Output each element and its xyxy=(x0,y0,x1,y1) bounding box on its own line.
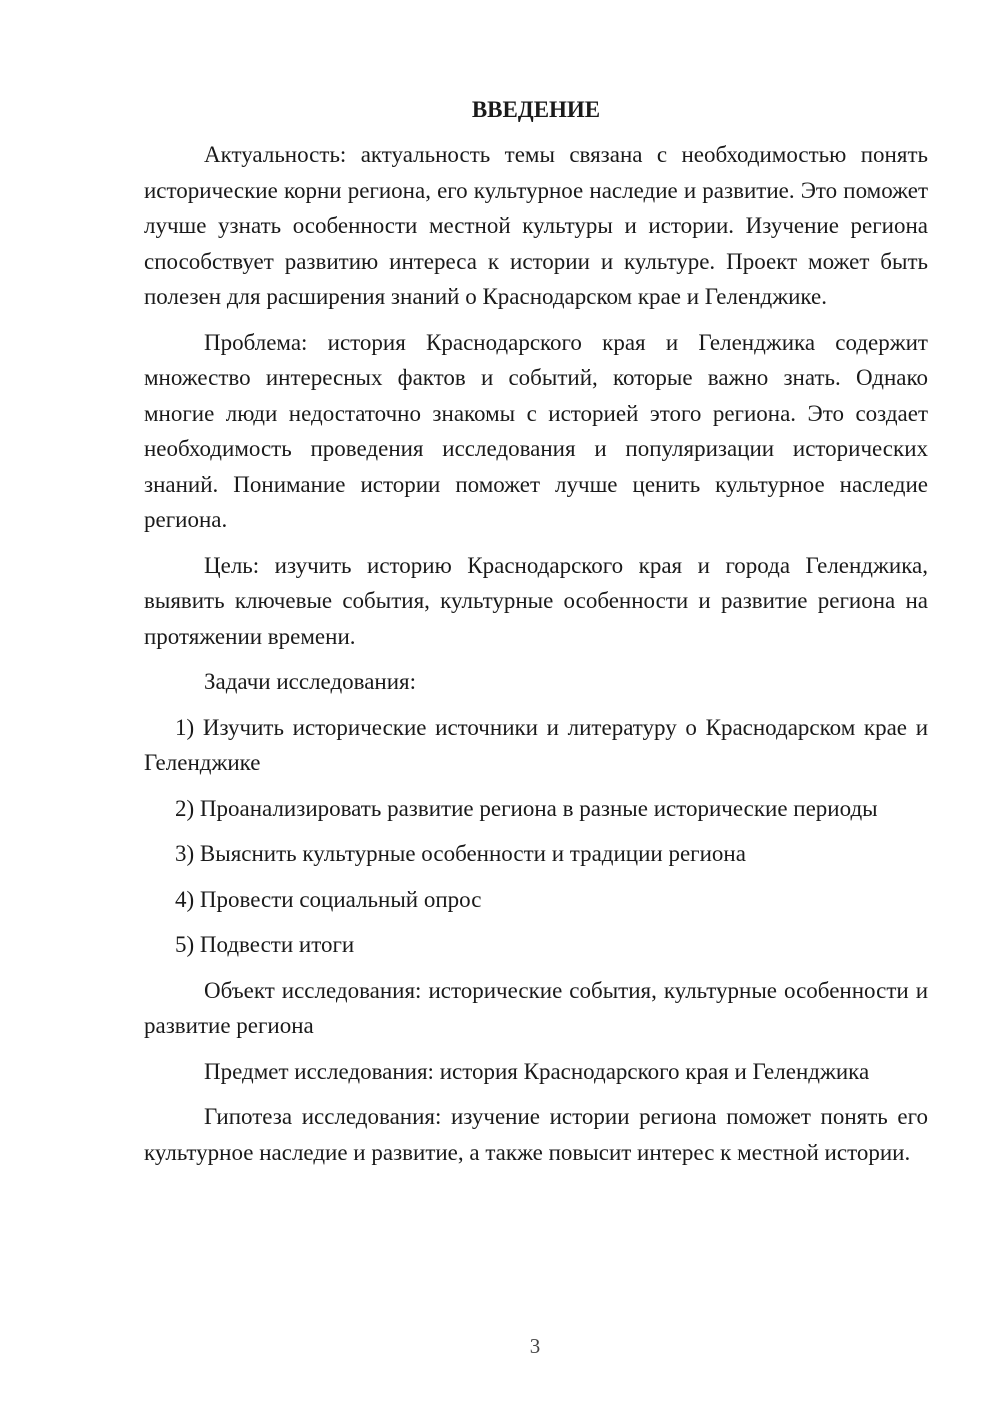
relevance-paragraph: Актуальность: актуальность темы связана с необходимостью понять исторические корни региона, его культурное наследие и развитие. Это поможет лучше узнать особенности местной культуры и истории. Изучение региона способствует развитию интереса к истории и культуре. Проект может быть полезен для расширения знаний о Краснодарском крае и Геленджике. xyxy=(144,142,928,309)
tasks-heading: Задачи исследования: xyxy=(204,669,417,694)
page-number: 3 xyxy=(529,1334,541,1358)
task-item: 4) Провести социальный опрос xyxy=(175,886,482,912)
document-page xyxy=(144,92,928,1180)
page-title: ВВЕДЕНИЕ xyxy=(471,97,601,122)
hypothesis-paragraph: Гипотеза исследования: изучение истории региона поможет понять его культурное наследие и развитие, а также повысит интерес к местной истории. xyxy=(144,1104,928,1165)
task-item: 5) Подвести итоги xyxy=(175,932,355,957)
task-item: 3) Выяснить культурные особенности и традиции региона xyxy=(175,841,746,866)
object-paragraph: Объект исследования: исторические события, культурные особенности и развитие региона xyxy=(144,977,928,1038)
task-item: 1) Изучить исторические источники и литературу о Краснодарском крае и Геленджике xyxy=(144,714,928,775)
problem-paragraph: Проблема: история Краснодарского края и Геленджика содержит множество интересных фактов и событий, которые важно знать. Однако многие люди недостаточно знакомы с историей этого региона. Это создает необходимость проведения исследования и популяризации исторических знаний. Понимание истории поможет лучше ценить культурное наследие региона. xyxy=(144,329,928,532)
task-item: 2) Проанализировать развитие региона в разные исторические периоды xyxy=(175,795,878,821)
subject-paragraph: Предмет исследования: история Краснодарского края и Геленджика xyxy=(204,1058,870,1084)
goal-paragraph: Цель: изучить историю Краснодарского края и города Геленджика, выявить ключевые события, культурные особенности и развитие региона на протяжении времени. xyxy=(144,552,928,649)
